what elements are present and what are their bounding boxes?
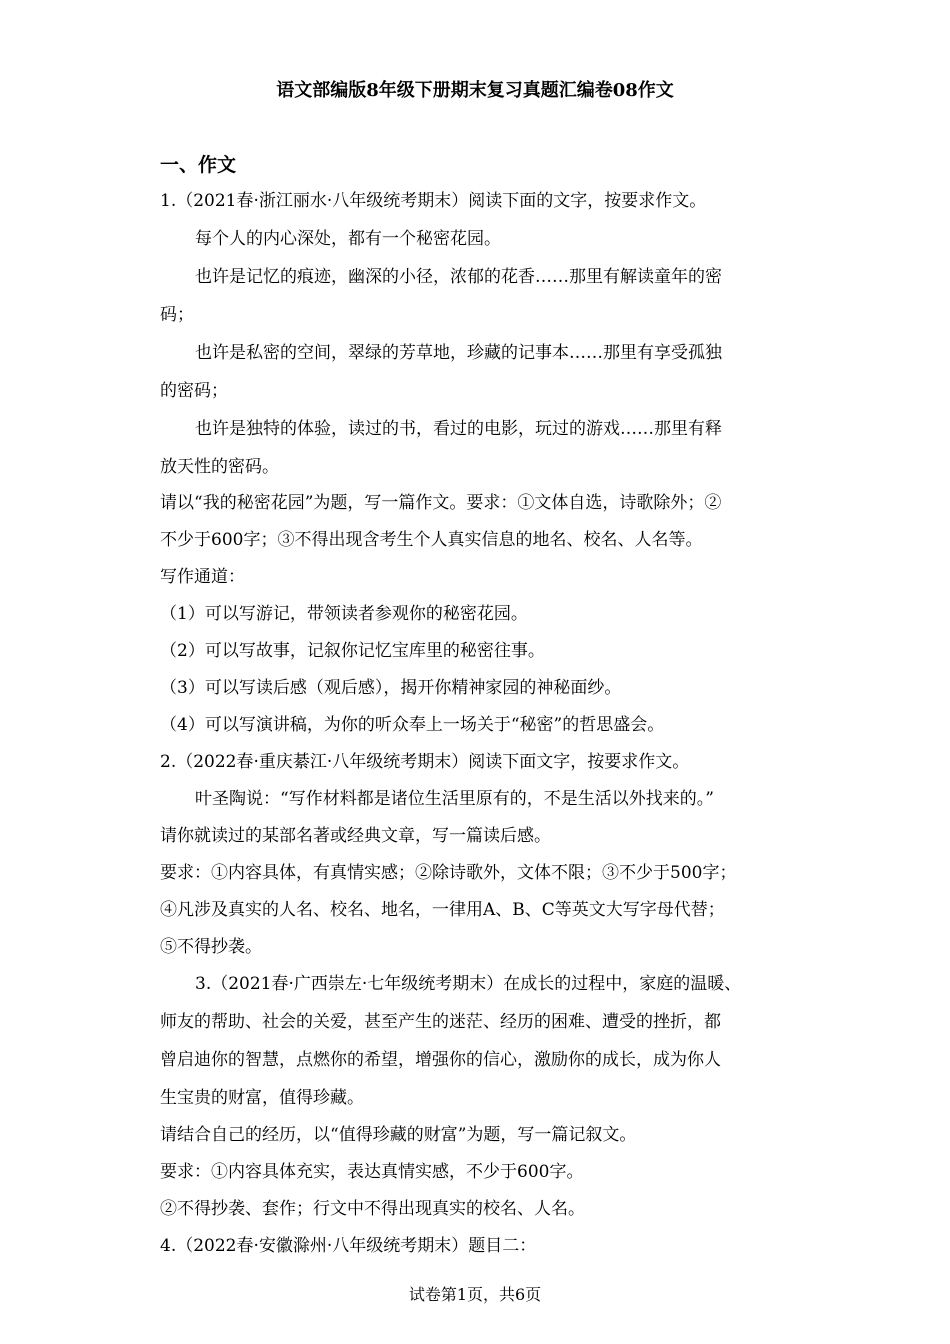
body-line: 曾启迪你的智慧，点燃你的希望，增强你的信心，激励你的成长，成为你人 <box>160 1050 721 1070</box>
body-line: 每个人的内心深处，都有一个秘密花园。 <box>195 229 501 249</box>
body-line: 也许是独特的体验，读过的书，看过的电影，玩过的游戏……那里有释 <box>195 419 722 439</box>
body-line: 2.（2022春·重庆綦江·八年级统考期末）阅读下面文字，按要求作文。 <box>160 752 690 772</box>
body-line: ④凡涉及真实的人名、校名、地名，一律用A、B、C等英文大写字母代替； <box>160 900 725 920</box>
body-line: （4）可以写演讲稿，为你的听众奉上一场关于“秘密”的哲思盛会。 <box>160 715 665 735</box>
body-line: ②不得抄袭、套作；行文中不得出现真实的校名、人名。 <box>160 1199 585 1219</box>
body-line: 要求：①内容具体，有真情实感；②除诗歌外，文体不限；③不少于500字； <box>160 863 737 883</box>
body-line: 3.（2021春·广西崇左·七年级统考期末）在成长的过程中，家庭的温暖、 <box>195 974 742 994</box>
body-line: ⑤不得抄袭。 <box>160 937 262 957</box>
body-line: （3）可以写读后感（观后感），揭开你精神家园的神秘面纱。 <box>160 678 622 698</box>
document-title: 语文部编版8年级下册期末复习真题汇编卷08作文 <box>276 80 674 101</box>
body-line: 生宝贵的财富，值得珍藏。 <box>160 1088 364 1108</box>
body-line: 不少于600字；③不得出现含考生个人真实信息的地名、校名、人名等。 <box>160 530 703 550</box>
body-line: 师友的帮助、社会的关爱，甚至产生的迷茫、经历的困难、遭受的挫折，都 <box>160 1012 721 1032</box>
body-line: 叶圣陶说：“写作材料都是诸位生活里原有的，不是生活以外找来的。” <box>195 789 714 809</box>
body-line: 1.（2021春·浙江丽水·八年级统考期末）阅读下面的文字，按要求作文。 <box>160 191 707 211</box>
body-line: 码； <box>160 305 194 325</box>
body-line: （2）可以写故事，记叙你记忆宝库里的秘密往事。 <box>160 641 545 661</box>
section-heading: 一、作文 <box>160 154 237 176</box>
body-line: （1）可以写游记，带领读者参观你的秘密花园。 <box>160 604 528 624</box>
body-line: 请结合自己的经历，以“值得珍藏的财富”为题，写一篇记叙文。 <box>160 1125 637 1145</box>
page-footer: 试卷第1页，共6页 <box>408 1285 542 1304</box>
body-line: 放天性的密码。 <box>160 457 279 477</box>
body-line: 请以“我的秘密花园”为题，写一篇作文。要求：①文体自选，诗歌除外；② <box>160 493 722 513</box>
body-line: 也许是记忆的痕迹，幽深的小径，浓郁的花香……那里有解读童年的密 <box>195 267 722 287</box>
body-line: 请你就读过的某部名著或经典文章，写一篇读后感。 <box>160 826 551 846</box>
body-line: 要求：①内容具体充实，表达真情实感，不少于600字。 <box>160 1162 584 1182</box>
body-line: 4.（2022春·安徽滁州·八年级统考期末）题目二： <box>160 1236 537 1256</box>
body-line: 写作通道： <box>160 567 245 587</box>
body-line: 也许是私密的空间，翠绿的芳草地，珍藏的记事本……那里有享受孤独 <box>195 343 722 363</box>
body-line: 的密码； <box>160 381 228 401</box>
